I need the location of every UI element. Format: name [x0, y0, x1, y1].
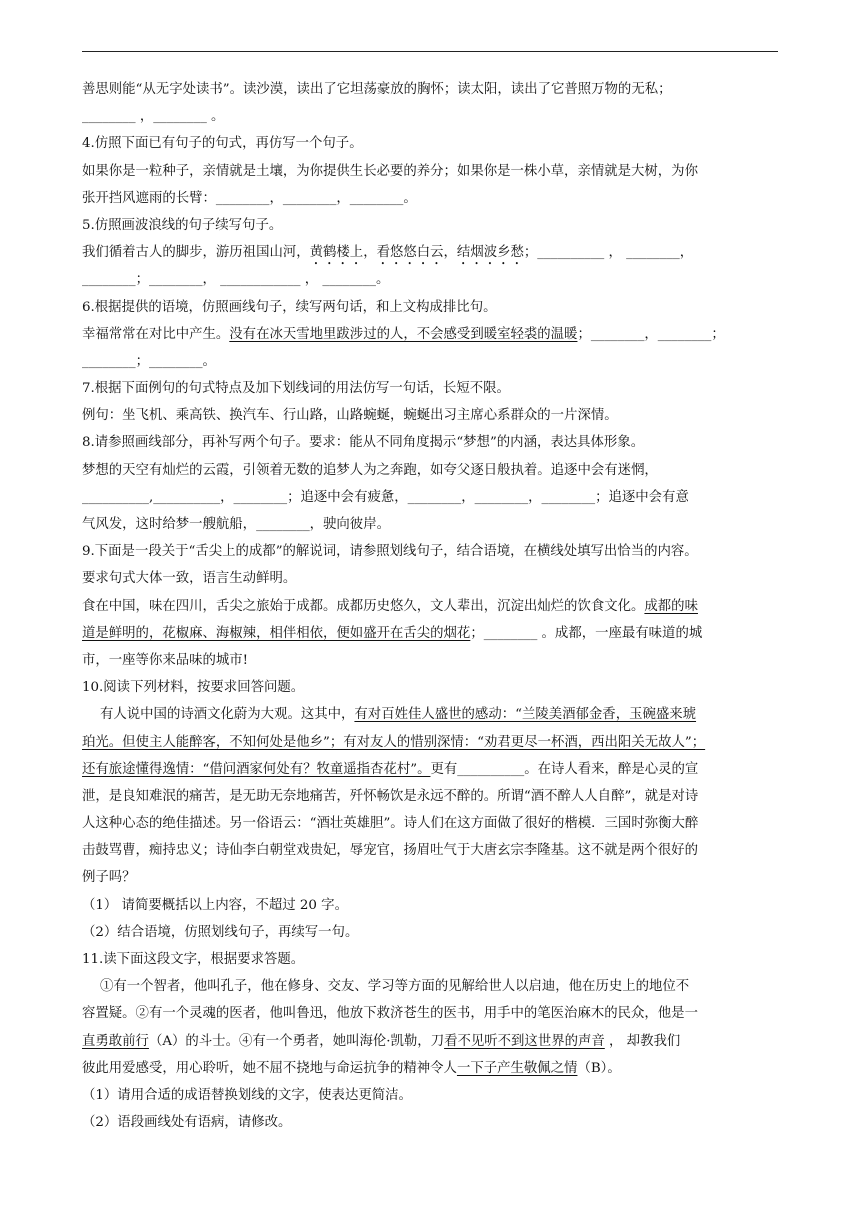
question-10-title: 10.阅读下列材料，按要求回答问题。	[82, 680, 305, 696]
question-10-paragraph	[82, 701, 782, 728]
plain-text: 。在诗人看来，醉是心灵的宣	[524, 761, 699, 777]
question-4-title: 4.仿照下面已有句子的句式，再仿写一个句子。	[82, 136, 363, 152]
question-9-line	[82, 620, 782, 647]
header-rule	[82, 51, 778, 52]
question-10-sub-2: （2）结合语境，仿照划线句子，再续写一句。	[82, 924, 359, 940]
plain-text: （B）。	[577, 1060, 621, 1076]
question-11-sub-2: （2）语段画线处有语病，请修改。	[82, 1115, 292, 1131]
question-11-sub-1: （1）请用合适的成语替换划线的文字，使表达更简洁。	[82, 1087, 412, 1103]
answer-blank: __________	[457, 761, 525, 777]
underlined-example: 没有在冰天雪地里跋涉过的人，不会感受到暖室轻裘的温暖	[229, 326, 578, 342]
question-9-title: 9.下面是一段关于“舌尖上的成都”的解说词，请参照划线句子，结合语境，在横线处填写出恰当的内容。	[82, 544, 698, 560]
answer-blanks: ；__________ ， ________，	[523, 245, 694, 261]
question-10-paragraph: 击鼓骂曹，痴持忠义；诗仙李白朝堂戏贵妃，辱宠官，扬眉吐气于大唐玄宗李隆基。这不就是两个很好的	[82, 843, 698, 859]
question-11-paragraph	[82, 1028, 782, 1055]
question-4-line: 张开挡风遮雨的长臂：________，________，________。	[82, 190, 417, 206]
underlined-example: 还有旅途懂得逸情：“借问酒家何处有？牧童遥指杏花村”。	[82, 761, 431, 777]
question-10-paragraph	[82, 729, 782, 756]
question-11-paragraph: 容置疑。②有一个灵魂的医者，他叫鲁迅，他放下救济苍生的医书，用手中的笔医治麻木的民众，他是一	[82, 1006, 698, 1022]
question-4-line: 如果你是一粒种子，亲情就是土壤，为你提供生长必要的养分；如果你是一株小草，亲情就是大树，为你	[82, 163, 698, 179]
question-6-line: ________；________。	[82, 353, 216, 369]
question-5-line: ________；________， ____________ ， ________。	[82, 272, 390, 288]
question-8-line: __________,__________，________；追逐中会有疲惫，________，________，________；追逐中会有意	[82, 489, 689, 505]
plain-text: 食在中国，味在四川，舌尖之旅始于成都。成都历史悠久，文人辈出，沉淀出灿烂的饮食文化。	[82, 598, 645, 614]
question-10-paragraph: 泄，是良知难泯的痛苦，是无助无奈地痛苦，歼怀畅饮是永远不醉的。所谓“酒不醉人人自醉”，就是对诗	[82, 788, 699, 804]
underlined-example: 珀光。但使主人能醉客，不知何处是他乡”；有对友人的惜别深情：“劝君更尽一杯酒，西出阳关无故人”；	[82, 734, 706, 750]
question-11-paragraph	[82, 1055, 782, 1082]
plain-text: （A）的斗士。④有一个勇者，她叫海伦·凯勒，刀	[148, 1033, 445, 1049]
question-7-title: 7.根据下面例句的句式特点及加下划线词的用法仿写一句话，长短不限。	[82, 381, 510, 397]
question-9-line	[82, 593, 782, 620]
answer-blank-line: ________ ，________ 。	[82, 109, 225, 125]
plain-text: 更有	[430, 761, 458, 777]
underlined-example: 有对百姓佳人盛世的感动：“兰陵美酒郁金香，玉碗盛来琥	[354, 707, 697, 723]
question-6-title: 6.根据提供的语境，仿照画线句子，续写两句话，和上文构成排比句。	[82, 299, 497, 315]
wavy-emphasis-text: 黄鹤楼上，看悠悠白云，结烟波乡愁	[309, 245, 524, 261]
question-10-paragraph	[82, 756, 782, 783]
question-11-title: 11.读下面这段文字，根据要求答题。	[82, 952, 305, 967]
document-body	[82, 76, 782, 1136]
plain-text: 我们循着古人的脚步，游历祖国山河，	[82, 245, 310, 261]
answer-blanks: ；________ 。成都，一座最有味道的城	[470, 625, 703, 641]
question-8-line: 梦想的天空有灿烂的云霞，引领着无数的追梦人为之奔跑，如夸父逐日般执着。追逐中会有迷惘，	[82, 462, 658, 478]
plain-text: 彼此用爱感受，用心聆听，她不屈不挠地与命运抗争的精神令人	[82, 1060, 457, 1076]
underlined-error: 看不见听不到这世界的声音	[444, 1033, 605, 1049]
underlined-phrase-b: 一下子产生敬佩之情	[456, 1060, 578, 1076]
question-11-paragraph: ①有一个智者，他叫孔子，他在修身、交友、学习等方面的见解给世人以启迪，他在历史上的地位不	[100, 979, 690, 995]
underlined-example: 道是鲜明的，花椒麻、海椒辣，相伴相依，便如盛开在舌尖的烟花	[82, 625, 471, 641]
plain-text: 有人说中国的诗酒文化蔚为大观。这其中，	[100, 707, 355, 723]
question-8-title: 8.请参照画线部分，再补写两个句子。要求：能从不同角度揭示“梦想”的内涵，表达具体形象。	[82, 435, 645, 451]
text-line: 善思则能“从无字处读书”。读沙漠，读出了它坦荡豪放的胸怀；读太阳，读出了它普照万物的无私；	[82, 82, 672, 97]
question-10-paragraph: 人这种心态的绝佳描述。另一俗语云：“酒壮英雄胆”。诗人们在这方面做了很好的楷模．三国时弥衡大醉	[82, 816, 699, 832]
question-7-example: 例句：坐飞机、乘高铁、换汽车、行山路，山路蜿蜒，蜿蜒出习主席心系群众的一片深情。	[82, 408, 618, 424]
question-8-line: 气风发，这时给梦一艘航船，________，驶向彼岸。	[82, 517, 390, 532]
question-9-line: 市，一座等你来品味的城市!	[82, 652, 249, 668]
question-10-sub-1: （1） 请简要概括以上内容，不超过 20 字。	[82, 897, 348, 913]
underlined-example: 成都的味	[644, 598, 698, 614]
question-9-line: 要求句式大体一致，语言生动鲜明。	[82, 571, 297, 587]
question-6-line	[82, 321, 782, 348]
question-5-title: 5.仿照画波浪线的句子续写句子。	[82, 217, 283, 233]
plain-text: 幸福常常在对比中产生。	[82, 326, 230, 342]
underlined-phrase-a: 直勇敢前行	[82, 1033, 149, 1049]
answer-blanks: ；________，________；	[577, 326, 725, 342]
plain-text: ， 却教我们	[604, 1033, 681, 1049]
question-5-line	[82, 239, 782, 266]
question-10-paragraph: 例子吗？	[82, 870, 136, 886]
